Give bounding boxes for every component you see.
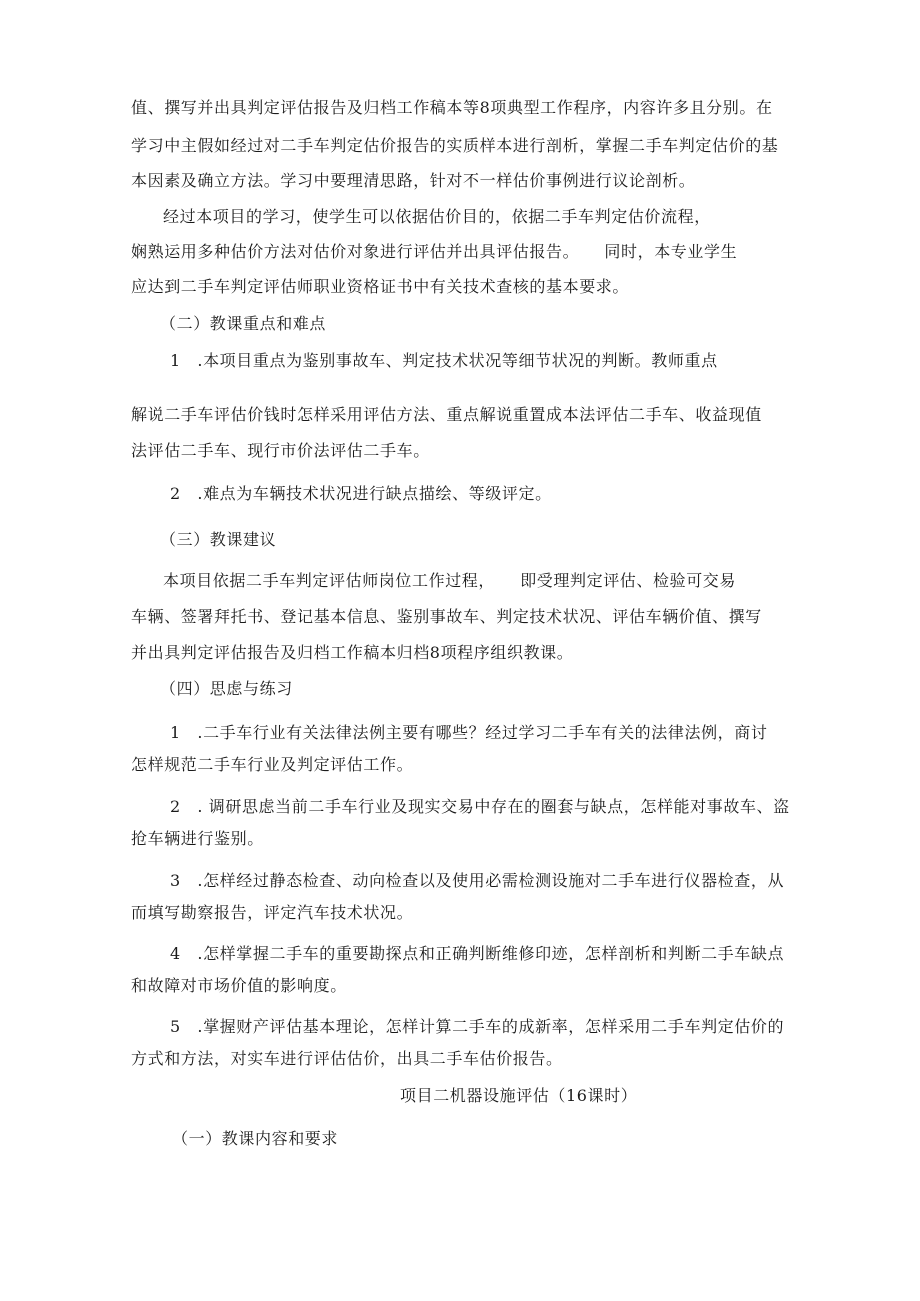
- paragraph-line: 而填写勘察报告，评定汽车技术状况。: [131, 903, 414, 922]
- paragraph-line: 4 .怎样掌握二手车的重要勘探点和正确判断维修印迹，怎样剖析和判断二手车缺点: [170, 944, 785, 963]
- paragraph-line: 怎样规范二手车行业及判定评估工作。: [131, 755, 414, 774]
- paragraph-line: 本项目依据二手车判定评估师岗位工作过程， 即受理判定评估、检验可交易: [163, 571, 737, 590]
- paragraph-line: 应达到二手车判定评估师职业资格证书中有关技术查核的基本要求。: [131, 277, 630, 296]
- section-heading: （二）教课重点和难点: [160, 314, 327, 333]
- paragraph-line: 值、撰写并出具判定评估报告及归档工作稿本等8项典型工作程序，内容许多且分别。在: [131, 98, 773, 117]
- paragraph-line: 3 .怎样经过静态检查、动向检查以及使用必需检测设施对二手车进行仪器检查，从: [170, 871, 785, 890]
- paragraph-line: 解说二手车评估价钱时怎样采用评估方法、重点解说重置成本法评估二手车、收益现值: [131, 405, 762, 424]
- paragraph-line: 抢车辆进行鉴别。: [131, 829, 264, 848]
- paragraph-line: 本因素及确立方法。学习中要理清思路，针对不一样估价事例进行议论剖析。: [131, 171, 696, 190]
- paragraph-line: 学习中主假如经过对二手车判定估价报告的实质样本进行剖析，掌握二手车判定估价的基: [131, 136, 779, 155]
- paragraph-line: 1 .本项目重点为鉴别事故车、判定技术状况等细节状况的判断。教师重点: [170, 351, 718, 370]
- paragraph-line: 娴熟运用多种估价方法对估价对象进行评估并出具评估报告。 同时，本专业学生: [131, 242, 738, 261]
- paragraph-line: 方式和方法，对实车进行评估估价，出具二手车估价报告。: [131, 1049, 563, 1068]
- paragraph-line: 经过本项目的学习，使学生可以依据估价目的，依据二手车判定估价流程，: [163, 207, 711, 226]
- project-title: 项目二机器设施评估（16课时）: [400, 1086, 638, 1105]
- section-heading: （三）教课建议: [160, 530, 277, 549]
- paragraph-line: 并出具判定评估报告及归档工作稿本归档8项程序组织教课。: [131, 643, 574, 662]
- section-heading: （四）思虑与练习: [160, 679, 293, 698]
- paragraph-line: 和故障对市场价值的影响度。: [131, 976, 347, 995]
- paragraph-line: 车辆、签署拜托书、登记基本信息、鉴别事故车、判定技术状况、评估车辆价值、撰写: [131, 607, 762, 626]
- paragraph-line: 法评估二手车、现行市价法评估二手车。: [131, 441, 430, 460]
- section-heading: （一）教课内容和要求: [172, 1129, 339, 1148]
- paragraph-line: 5 .掌握财产评估基本理论，怎样计算二手车的成新率，怎样采用二手车判定估价的: [170, 1017, 785, 1036]
- paragraph-line: 1 .二手车行业有关法律法例主要有哪些？经过学习二手车有关的法律法例，商讨: [170, 723, 768, 742]
- paragraph-line: 2 . 调研思虑当前二手车行业及现实交易中存在的圈套与缺点，怎样能对事故车、盗: [170, 797, 790, 816]
- paragraph-line: 2 .难点为车辆技术状况进行缺点描绘、等级评定。: [170, 484, 552, 503]
